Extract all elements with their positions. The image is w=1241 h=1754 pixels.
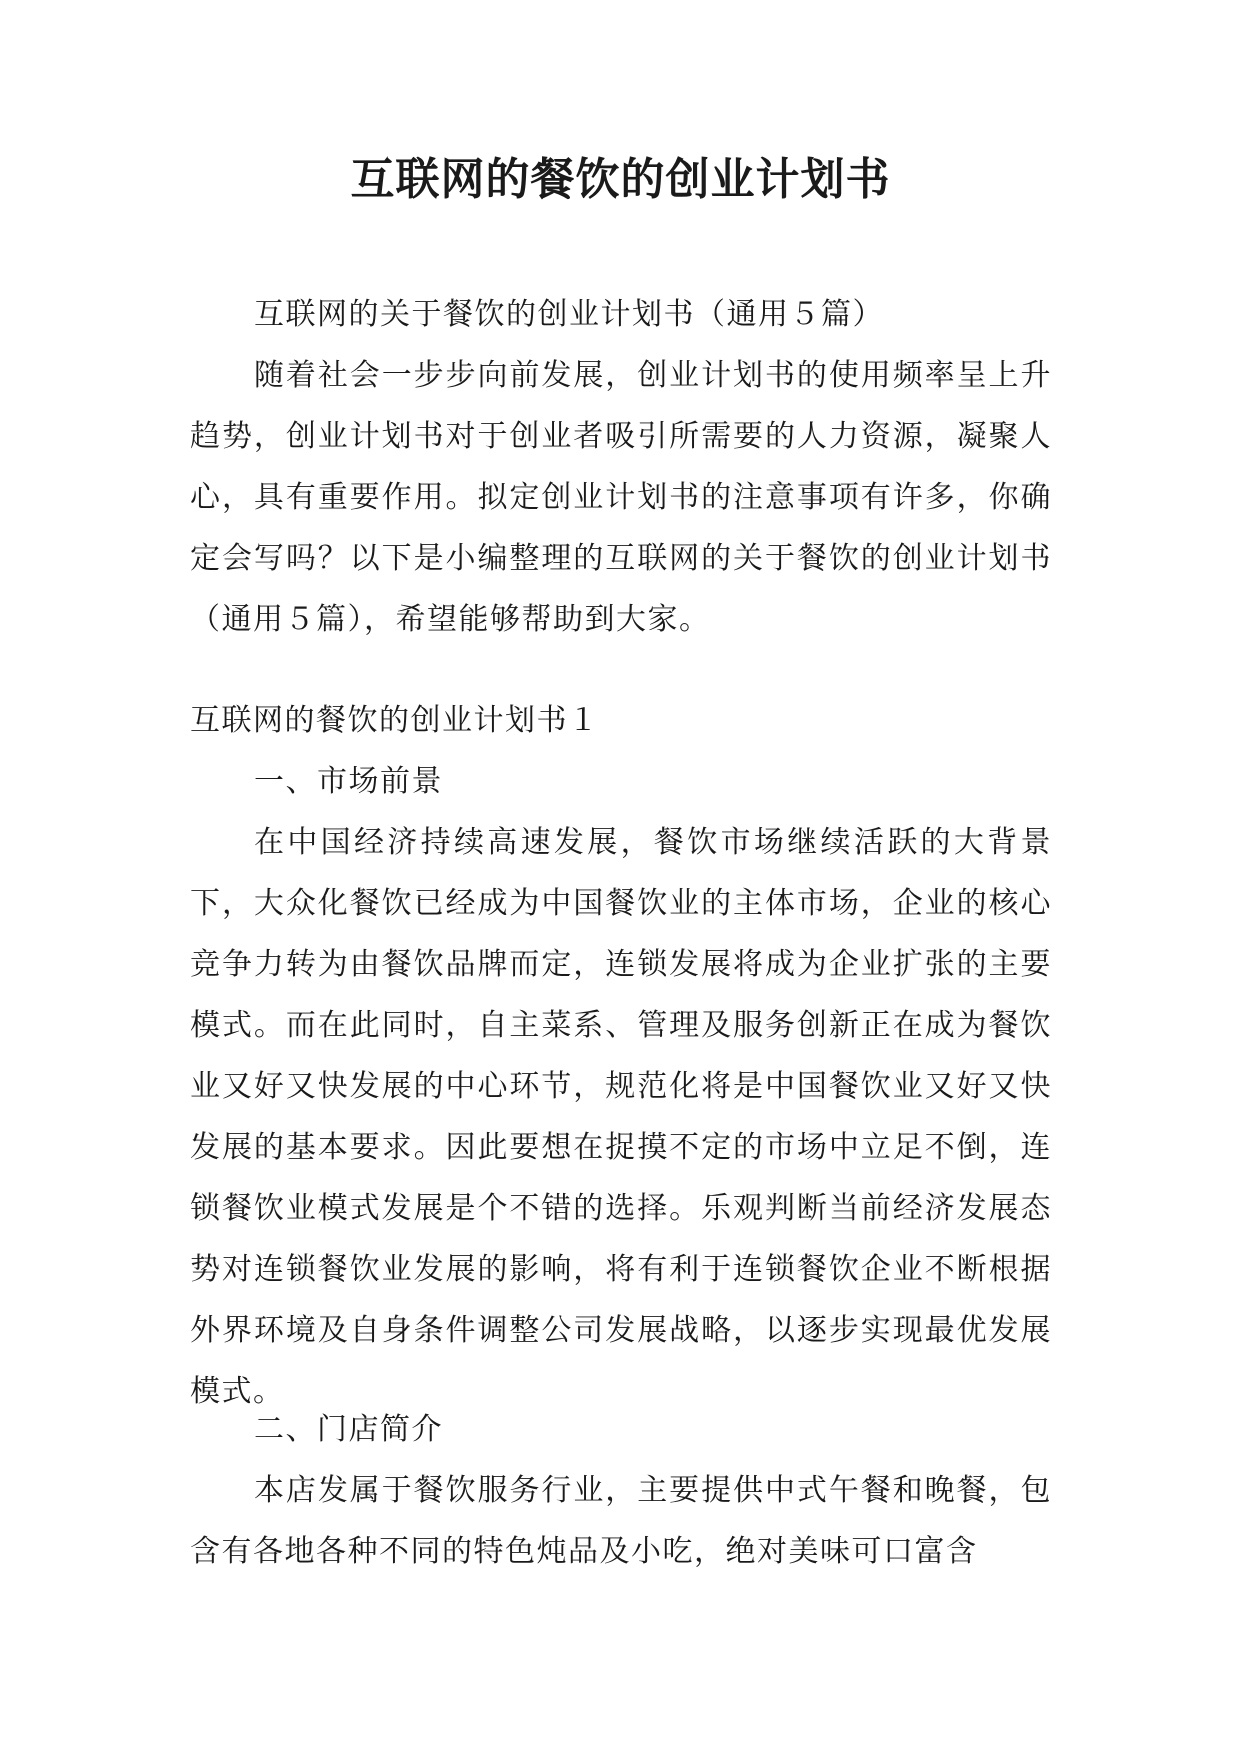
document-title: 互联网的餐饮的创业计划书 [350, 154, 891, 205]
heading-store-intro: 二、门店简介 [254, 1412, 443, 1447]
heading-market-outlook: 一、市场前景 [254, 764, 443, 799]
section-title: 互联网的餐饮的创业计划书１ [190, 703, 600, 738]
market-outlook-paragraph: 在中国经济持续高速发展，餐饮市场继续活跃的大背景下，大众化餐饮已经成为中国餐饮业的主体市场，企业的核心竞争力转为由餐饮品牌而定，连锁发展将成为企业扩张的主要模式。而在此同时，自主菜系、管理及服务创新正在成为餐饮业又好又快发展的中心环节，规范化将是中国餐饮业又好又快发展的基本要求。因此要想在捉摸不定的市场中立足不倒，连锁餐饮业模式发展是个不错的选择。乐观判断当前经济发展态势对连锁餐饮业发展的影响，将有利于连锁餐饮企业不断根据外界环境及自身条件调整公司发展战略，以逐步实现最优发展模式。 [190, 825, 1052, 1409]
document-subtitle: 互联网的关于餐饮的创业计划书（通用５篇） [254, 297, 884, 332]
store-intro-paragraph: 本店发属于餐饮服务行业，主要提供中式午餐和晚餐，包含有各地各种不同的特色炖品及小吃，绝对美味可口富含 [190, 1473, 1052, 1569]
intro-paragraph: 随着社会一步步向前发展，创业计划书的使用频率呈上升趋势，创业计划书对于创业者吸引所需要的人力资源，凝聚人心，具有重要作用。拟定创业计划书的注意事项有许多，你确定会写吗？以下是小编整理的互联网的关于餐饮的创业计划书（通用５篇），希望能够帮助到大家。 [190, 358, 1052, 637]
